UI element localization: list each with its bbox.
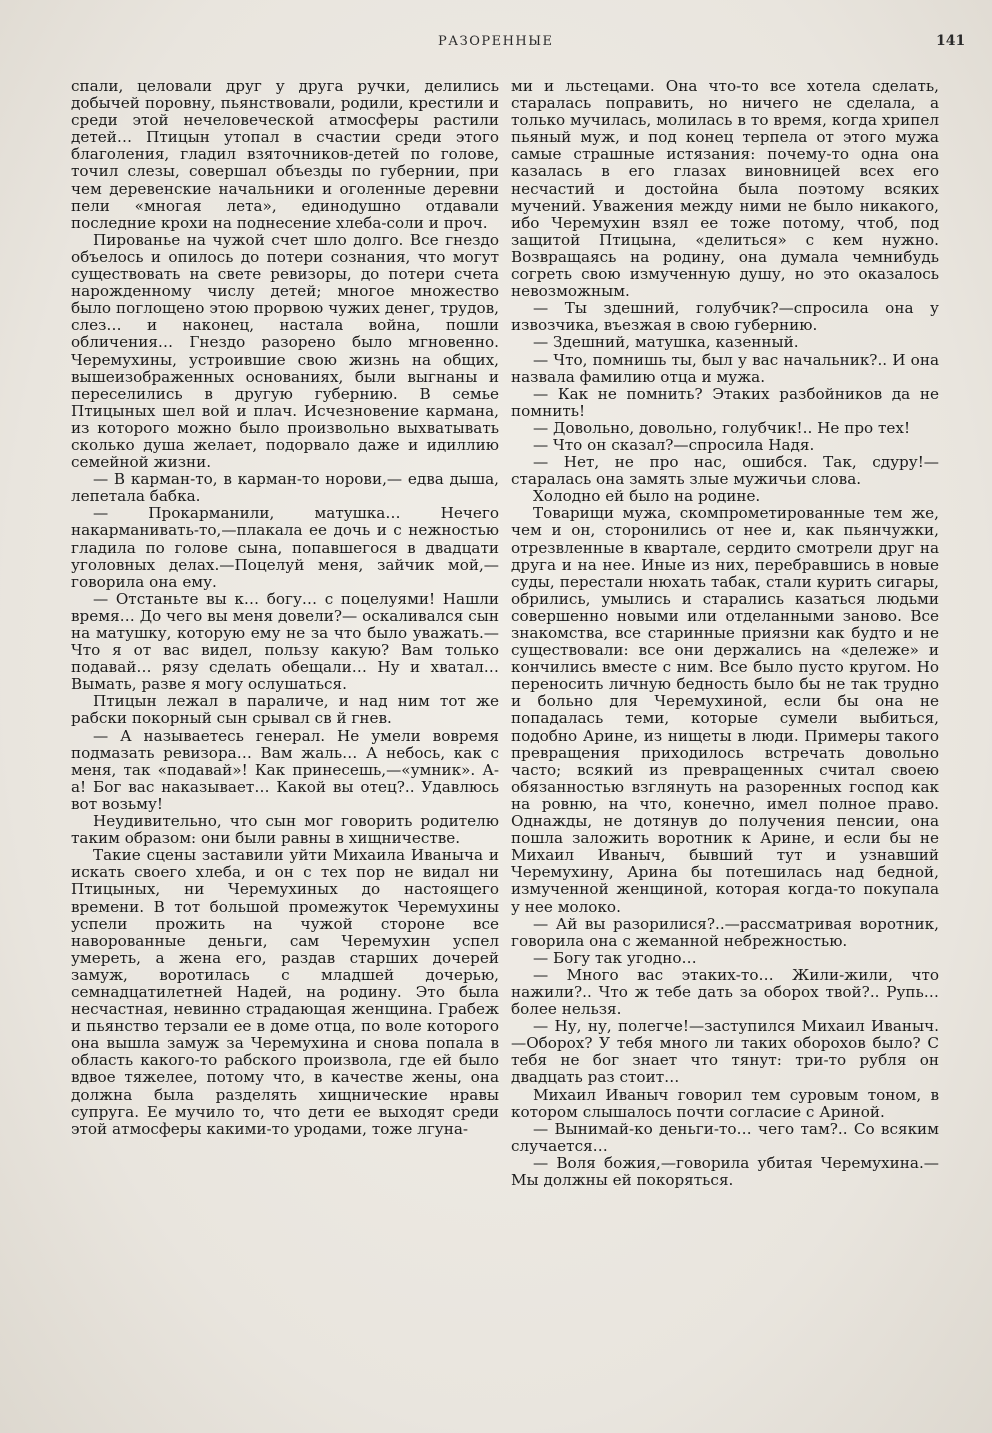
paragraph: — В карман-то, в карман-то норови,— едва дыша, лепетала бабка.: [71, 470, 499, 506]
paragraph: — Как не помнить? Этаких разбойников да не помнить!: [511, 384, 939, 420]
paragraph: — Воля божия,—говорила убитая Черемухина.—Мы должны ей покоряться.: [511, 1153, 939, 1189]
paragraph: — Богу так угодно…: [533, 948, 697, 967]
paragraph: Неудивительно, что сын мог говорить родителю таким образом: они были равны в хищничестве.: [71, 812, 499, 848]
paragraph: Пированье на чужой счет шло долго. Все гнездо объелось и опилось до потери сознания, что могут существовать на свете ревизоры, до потери счета нарожденному числу детей; многое множество было поглощено этою прорвою чужих денег, трудов, слез… и наконец, настала война, пошли обличения… Гнездо разорено было мгновенно. Черемухины, устроившие свою жизнь на общих, вышеизображенных основаниях, были выгнаны и переселились в другую губернию. В семье Птицыных шел вой и плач. Исчезновение кармана, из которого можно было произвольно выхватывать сколько душа желает, подорвало даже и идиллию семейной жизни.: [71, 230, 499, 472]
left-column: [71, 78, 499, 1138]
paragraph: — Ай вы разорилися?..—рассматривая воротник, говорила она с жеманной небрежностью.: [511, 914, 939, 950]
paragraph: — Нет, не про нас, ошибся. Так, сдуру!— старалась она замять злые мужичьи слова.: [511, 453, 939, 489]
paragraph: Михаил Иваныч говорил тем суровым тоном, в котором слышалось почти согласие с Ариной.: [511, 1085, 939, 1121]
paragraph: ми и льстецами. Она что-то все хотела сделать, старалась поправить, но ничего не сделала, а только мучилась, молилась в то время, когда хрипел пьяный муж, и под конец терпела от этого мужа самые страшные истязания: почему-то одна она казалась в его глазах виновницей всех его несчастий и достойна была поэтому всяких мучений. Уважения между ними не было никакого, ибо Черемухин взял ее тоже потому, чтоб, под защитой Птицына, «делиться» с кем нужно. Возвращаясь на родину, она думала чемнибудь согреть свою измученную душу, но это оказалось невозможным.: [511, 77, 939, 301]
running-title: РАЗОРЕННЫЕ: [438, 34, 554, 49]
paragraph: — Здешний, матушка, казенный.: [533, 333, 799, 352]
page-number: 141: [936, 33, 966, 49]
paragraph: Товарищи мужа, скомпрометированные тем же, чем и он, сторонились от нее и, как пьянчужки, отрезвленные в квартале, сердито смотрели друг на друга и на нее. Иные из них, перебравшись в новые суды, перестали нюхать табак, стали курить сигары, обрились, умылись и старались казаться людьми совершенно новыми или отделанными заново. Все знакомства, все старинные приязни как будто и не существовали: все они держались на «дележе» и кончились вместе с ним. Все было пусто кругом. Но переносить личную бедность было бы не так трудно и больно для Черемухиной, если бы она не попадалась теми, которые сумели выбиться, подобно Арине, из нищеты в люди. Примеры такого превращения приходилось встречать довольно часто; всякий из превращенных считал своею обязанностью взглянуть на разоренных господ как на ровню, на что, конечно, имел полное право. Однажды, не дотянув до получения пенсии, она пошла заложить воротник к Арине, и если бы не Михаил Иваныч, бывший тут и узнавший Черемухину, Арина бы потешилась над бедной, измученной женщиной, которая когда-то покупала у нее молоко.: [511, 504, 939, 916]
paragraph: — Ты здешний, голубчик?—спросила она у извозчика, въезжая в свою губернию.: [511, 299, 939, 335]
paragraph: — Что он сказал?—спросила Надя.: [533, 435, 815, 454]
paragraph: — Ну, ну, полегче!—заступился Михаил Иваныч.—Оборох? У тебя много ли таких оборохов было? С тебя не бог знает что тянут: три-то рубля он двадцать раз стоит…: [511, 1017, 939, 1087]
paragraph: — Прокарманили, матушка… Нечего накарманивать-то,—плакала ее дочь и с нежностью гладила по голове сына, попавшегося в двадцати уголовных делах.—Поцелуй меня, зайчик мой,—говорила она ему.: [71, 504, 499, 591]
paragraph: — А называетесь генерал. Не умели вовремя подмазать ревизора… Вам жаль… А небось, как с меня, так «подавай»! Как принесешь,—«умник». А-а! Бог вас наказывает… Какой вы отец?.. Удавлюсь вот возьму!: [71, 726, 499, 813]
paragraph: спали, целовали друг у друга ручки, делились добычей поровну, пьянствовали, родили, крестили и среди этой нечеловеческой атмосферы растили детей… Птицын утопал в счастии среди этого благоления, гладил взяточников-детей по голове, точил слезы, совершал объезды по губернии, при чем деревенские начальники и оголенные деревни пели «многая лета», единодушно отдавали последние крохи на поднесение хлеба-соли и проч.: [71, 77, 499, 232]
paragraph: — Довольно, довольно, голубчик!.. Не про тех!: [533, 418, 911, 437]
paragraph: — Вынимай-ко деньги-то… чего там?.. Со всяким случается…: [511, 1119, 939, 1155]
paragraph: — Много вас этаких-то… Жили-жили, что нажили?.. Что ж тебе дать за оборох твой?.. Рупь… более нельзя.: [511, 965, 939, 1019]
paragraph: — Отстаньте вы к… богу… с поцелуями! Нашли время… До чего вы меня довели?— оскаливался сын на матушку, которую ему не за что было уважать.—Что я от вас видел, пользу какую? Вам только подавай… рязу сделать обещали… Ну и хватал… Вымать, разве я могу ослушаться.: [71, 589, 499, 694]
paragraph: Птицын лежал в параличе, и над ним тот же рабски покорный сын срывал св й гнев.: [71, 692, 499, 728]
paragraph: — Что, помнишь ты, был у вас начальник?.. И она назвала фамилию отца и мужа.: [511, 350, 939, 386]
right-column: [511, 78, 939, 1189]
paragraph: Холодно ей было на родине.: [533, 487, 761, 506]
paragraph: Такие сцены заставили уйти Михаила Иваныча и искать своего хлеба, и он с тех пор не видал ни Птицыных, ни Черемухиных до настоящего времени. В тот большой промежуток Черемухины успели прожить на чужой стороне все наворованные деньги, сам Черемухин успел умереть, а жена его, раздав старших дочерей замуж, воротилась с младшей дочерью, семнадцатилетней Надей, на родину. Это была несчастная, невинно страдающая женщина. Грабеж и пьянство терзали ее в доме отца, по воле которого она вышла замуж за Черемухина и снова попала в область какого-то рабского произвола, где ей было вдвое тяжелее, потому что, в качестве жены, она должна была разделять хищнические нравы супруга. Ее мучило то, что дети ее выходят среди этой атмосферы какими-то уродами, тоже лгуна-: [71, 846, 499, 1138]
